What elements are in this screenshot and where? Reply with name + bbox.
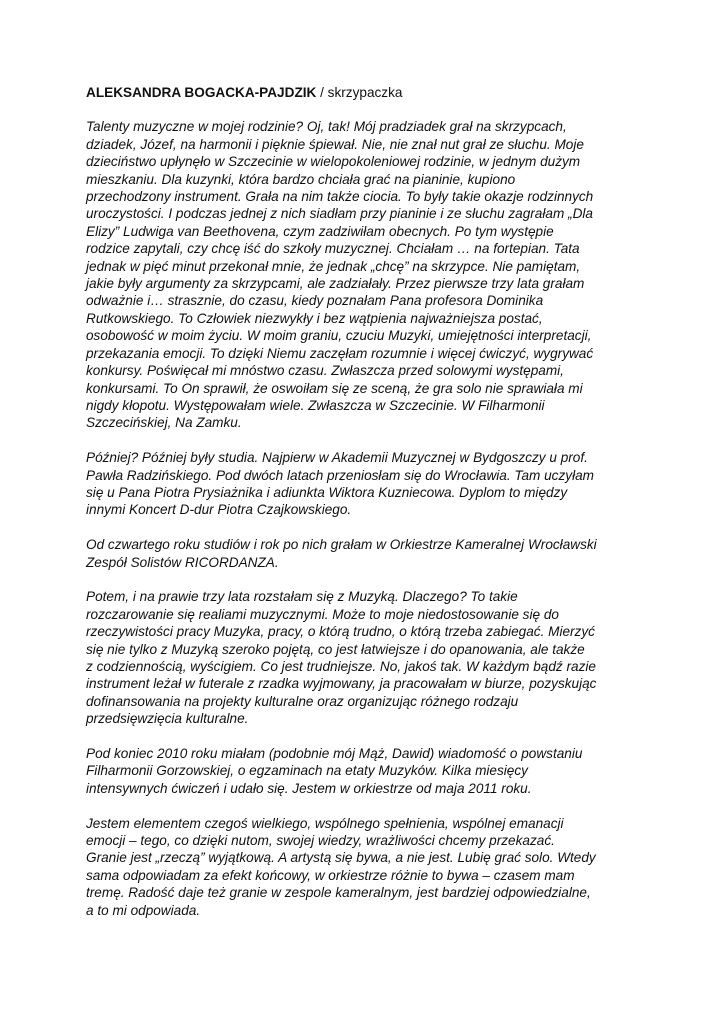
text-line: Później? Później były studia. Najpierw w Akademii Muzycznej w Bydgoszczy u prof.	[86, 450, 588, 466]
text-line: osobowość w moim życiu. W moim graniu, czuciu Muzyki, umiejętności interpretacji,	[86, 328, 592, 344]
text-line: jakie były argumenty za skrzypcami, ale zadziałały. Przez pierwsze trzy lata grałam	[86, 276, 585, 292]
text-line: nigdy kłopotu. Występowałam wiele. Zwłaszcza w Szczecinie. W Filharmonii	[86, 397, 545, 413]
document-body	[86, 118, 646, 919]
text-line: emocji – tego, co dzięki nutom, swojej wiedzy, wrażliwości chcemy przekazać.	[86, 832, 555, 848]
text-line: dziadek, Józef, na harmonii i pięknie śpiewał. Nie, nie znał nut grał ze słuchu. Moje	[86, 136, 584, 152]
text-line: sama odpowiadam za efekt końcowy, w orkiestrze różnie to bywa – czasem mam	[86, 867, 575, 883]
text-line: Filharmonii Gorzowskiej, o egzaminach na etaty Muzyków. Kilka miesięcy	[86, 763, 528, 779]
text-line: innymi Koncert D-dur Piotra Czajkowskiego.	[86, 502, 352, 518]
text-line: intensywnych ćwiczeń i udało się. Jestem w orkiestrze od maja 2011 roku.	[86, 780, 532, 796]
text-line: z codziennością, wyścigiem. Co jest trudniejsze. No, jakoś tak. W każdym bądź razie	[86, 658, 596, 674]
text-line: konkursami. To On sprawił, że oswoiłam się ze sceną, że gra solo nie sprawiała mi	[86, 380, 583, 396]
document-heading	[86, 84, 646, 101]
text-line: rodzice zapytali, czy chcę iść do szkoły muzycznej. Chciałam … na fortepian. Tata	[86, 241, 580, 257]
text-line: rzeczywistości pracy Muzyka, pracy, o którą trudno, o którą trzeba zabiegać. Mierzyć	[86, 624, 595, 640]
text-line: instrument leżał w futerale z rzadka wyjmowany, ja pracowałam w biurze, pozyskując	[86, 676, 597, 692]
text-line: Pod koniec 2010 roku miałam (podobnie mój Mąż, Dawid) wiadomość o powstaniu	[86, 745, 583, 761]
text-line: przekazania emocji. To dzięki Niemu zaczęłam rozumnie i więcej ćwiczyć, wygrywać	[86, 345, 594, 361]
text-line: Rutkowskiego. To Człowiek niezwykły i bez wątpienia najważniejsza postać,	[86, 310, 543, 326]
artist-role: / skrzypaczka	[316, 85, 403, 100]
artist-name: ALEKSANDRA BOGACKA-PAJDZIK	[86, 85, 317, 100]
text-line: Szczecińskiej, Na Zamku.	[86, 415, 242, 431]
paragraph	[86, 588, 646, 727]
text-line: Potem, i na prawie trzy lata rozstałam się z Muzyką. Dlaczego? To takie	[86, 589, 518, 605]
text-line: Zespół Solistów RICORDANZA.	[86, 554, 279, 570]
text-line: konkursy. Poświęcał mi mnóstwo czasu. Zwłaszcza przed solowymi występami,	[86, 363, 564, 379]
text-line: się nie tylko z Muzyką szeroko pojętą, co jest łatwiejsze i do opanowania, ale także	[86, 641, 585, 657]
text-line: Od czwartego roku studiów i rok po nich grałam w Orkiestrze Kameralnej Wrocławski	[86, 537, 597, 553]
text-line: Pawła Radzińskiego. Pod dwóch latach przeniosłam się do Wrocławia. Tam uczyłam	[86, 467, 594, 483]
text-line: odważnie i… strasznie, do czasu, kiedy poznałam Pana profesora Dominika	[86, 293, 544, 309]
paragraph	[86, 815, 646, 919]
paragraph	[86, 745, 646, 797]
text-line: jednak w pięć minut przekonał mnie, że jednak „chcę” na skrzypce. Nie pamiętam,	[86, 258, 581, 274]
text-line: Elizy” Ludwiga van Beethovena, czym zadziwiłam obecnych. Po tym występie	[86, 223, 554, 239]
text-line: przedsięwzięcia kulturalne.	[86, 711, 249, 727]
paragraph	[86, 449, 646, 519]
text-line: Talenty muzyczne w mojej rodzinie? Oj, tak! Mój pradziadek grał na skrzypcach,	[86, 119, 567, 135]
text-line: dzieciństwo upłynęło w Szczecinie w wielopokoleniowej rodzinie, w jednym dużym	[86, 154, 581, 170]
text-line: przechodzony instrument. Grała na nim także ciocia. To były takie okazje rodzinnych	[86, 189, 594, 205]
text-line: a to mi odpowiada.	[86, 902, 201, 918]
paragraph	[86, 118, 646, 431]
text-line: rozczarowanie się realiami muzycznymi. Może to moje niedostosowanie się do	[86, 606, 559, 622]
text-line: Granie jest „rzeczą” wyjątkową. A artystą się bywa, a nie jest. Lubię grać solo. Wtedy	[86, 850, 596, 866]
text-line: Jestem elementem czegoś wielkiego, wspólnego spełnienia, wspólnej emanacji	[86, 815, 564, 831]
text-line: się u Pana Piotra Prysiażnika i adiunkta Wiktora Kuzniecowa. Dyplom to między	[86, 484, 568, 500]
text-line: mieszkaniu. Dla kuzynki, która bardzo chciała grać na pianinie, kupiono	[86, 171, 516, 187]
document-page	[86, 84, 646, 936]
paragraph	[86, 536, 646, 571]
text-line: tremę. Radość daje też granie w zespole kameralnym, jest bardziej odpowiedzialne,	[86, 885, 591, 901]
text-line: uroczystości. I podczas jednej z nich siadłam przy pianinie i ze słuchu zagrałam „Dla	[86, 206, 593, 222]
text-line: dofinansowania na projekty kulturalne oraz organizując różnego rodzaju	[86, 693, 519, 709]
